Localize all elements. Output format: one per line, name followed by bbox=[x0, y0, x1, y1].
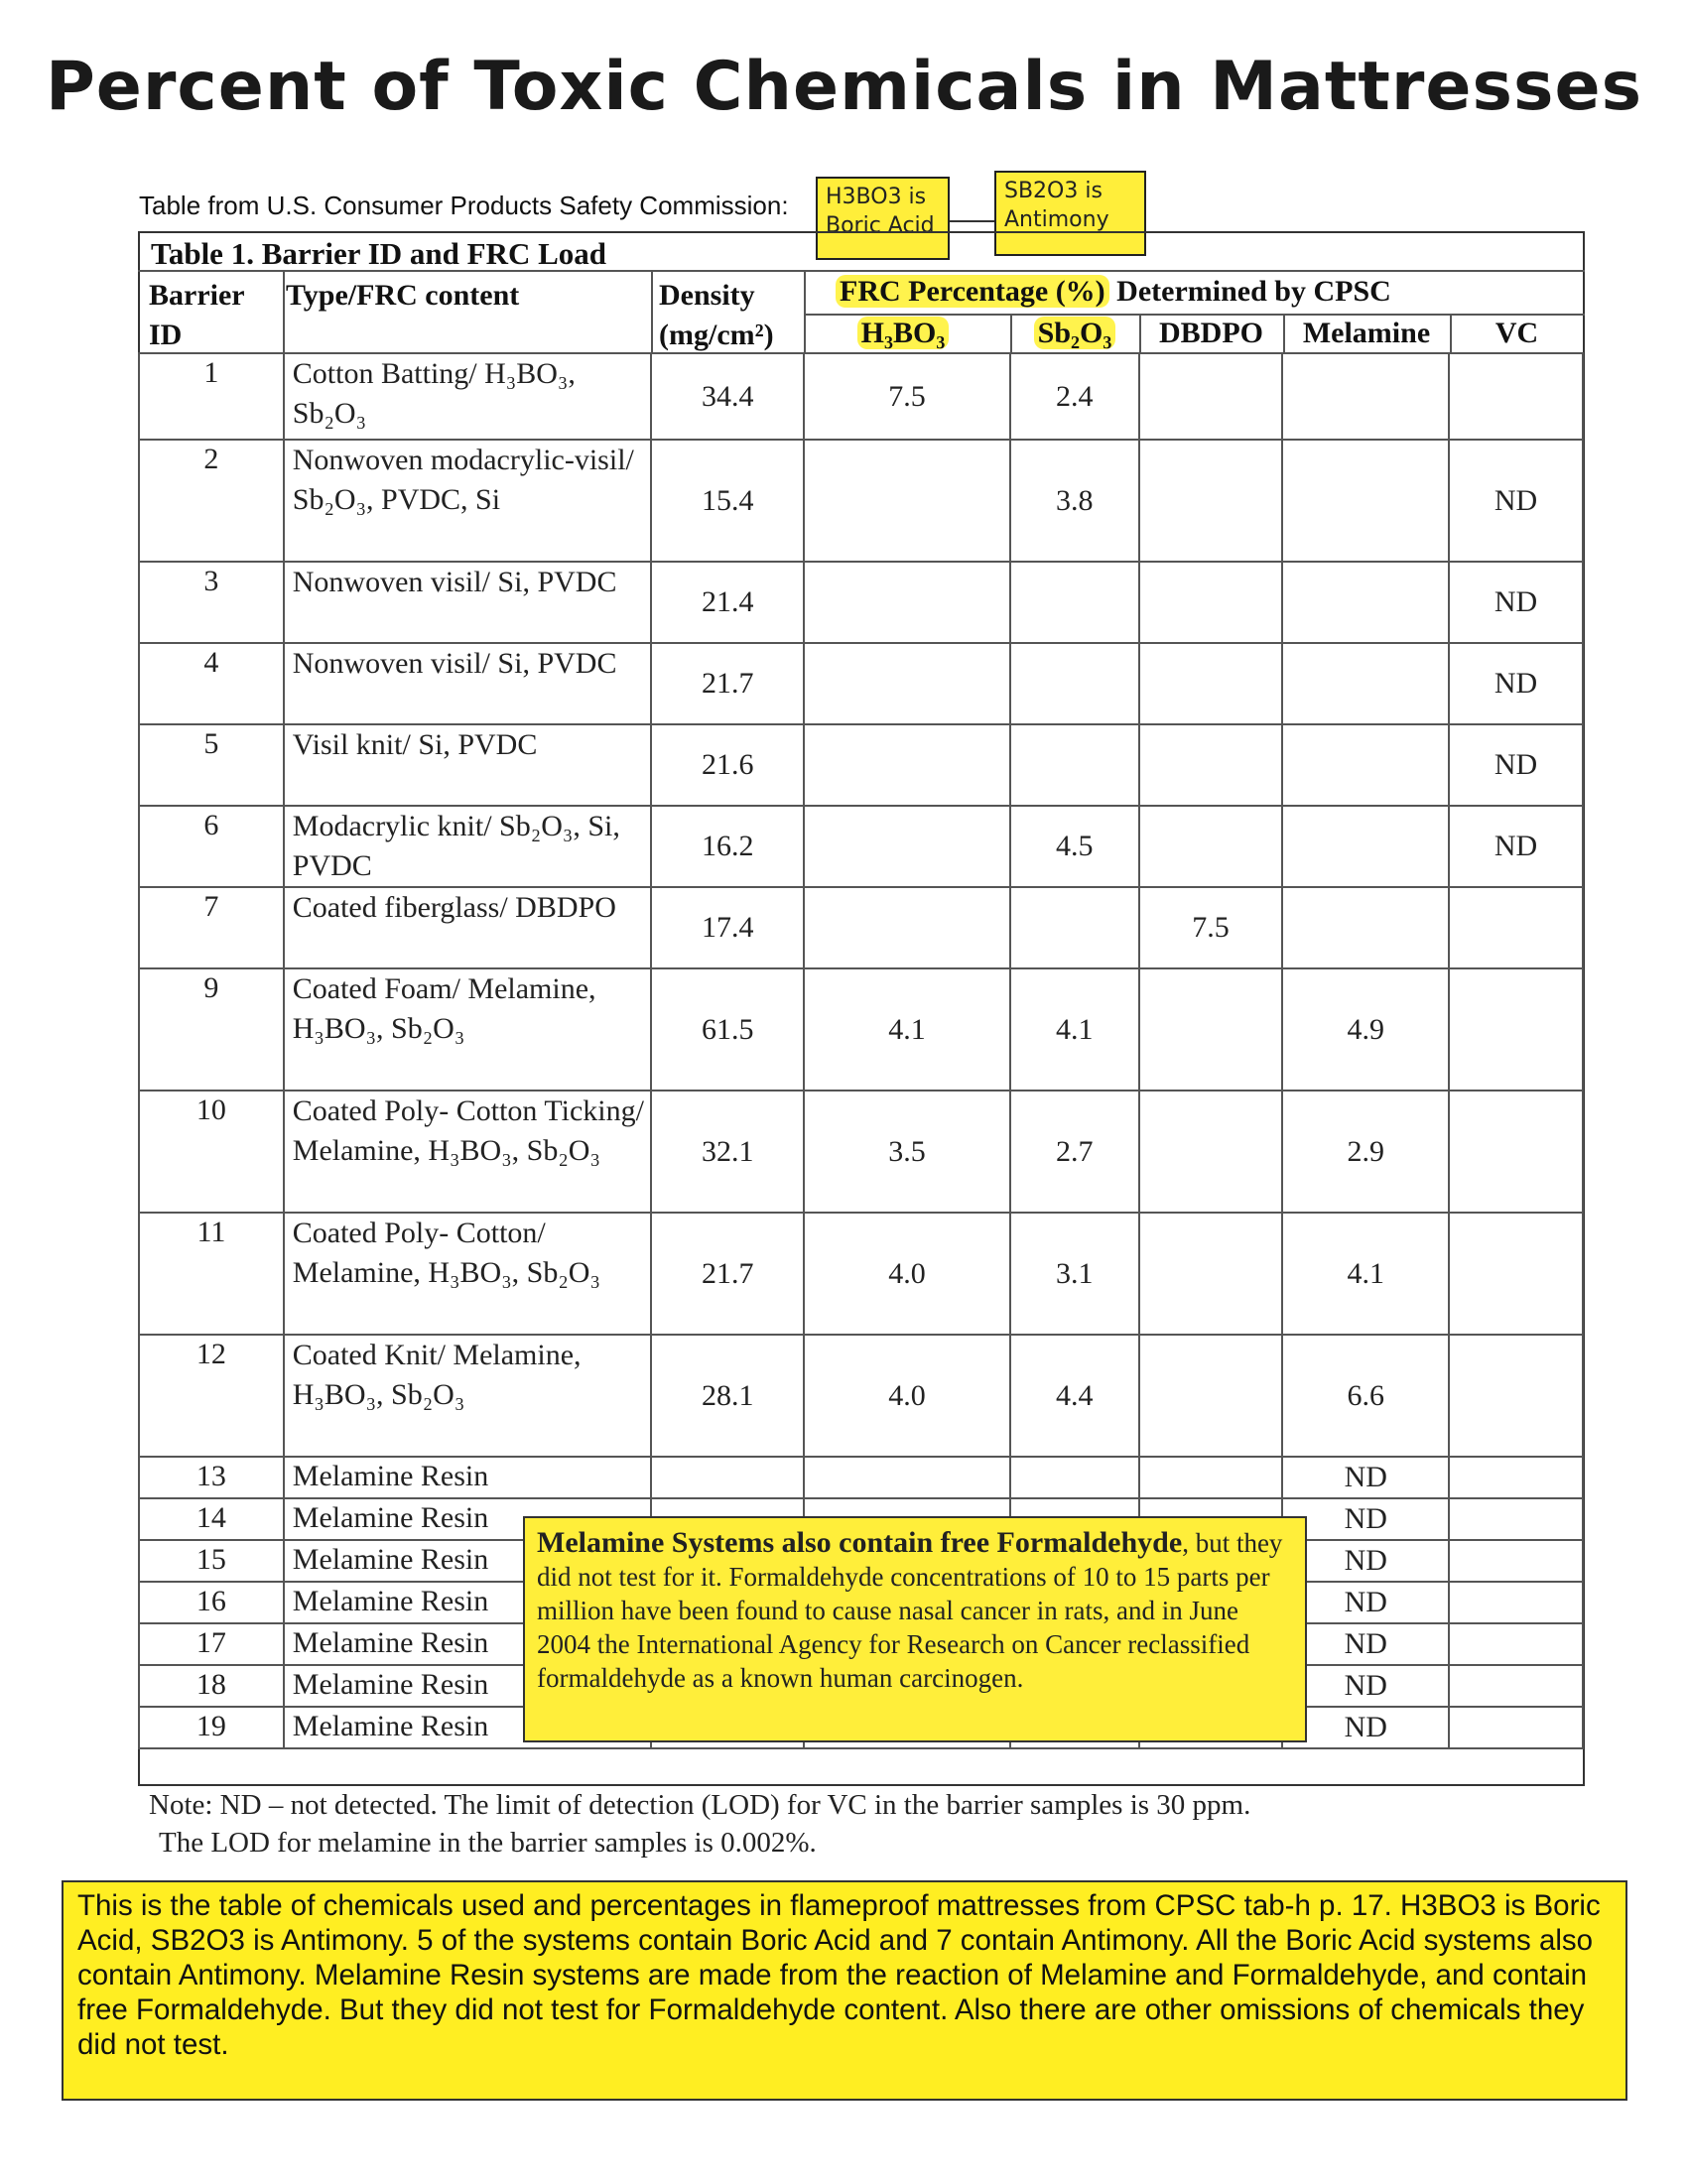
table-row bbox=[139, 806, 1583, 887]
cell-id: 14 bbox=[139, 1498, 284, 1540]
cell-density: 17.4 bbox=[651, 887, 804, 968]
cell-h3bo3 bbox=[804, 724, 1010, 806]
table-row bbox=[139, 968, 1583, 1091]
footnote-line-1: Note: ND – not detected. The limit of detection (LOD) for VC in the barrier samples is 30 ppm. bbox=[149, 1789, 1251, 1821]
table-row bbox=[139, 887, 1583, 968]
cell-id: 18 bbox=[139, 1665, 284, 1707]
source-caption: Table from U.S. Consumer Products Safety Commission: bbox=[139, 191, 789, 220]
cell-vc bbox=[1449, 1582, 1583, 1623]
cell-id: 15 bbox=[139, 1540, 284, 1582]
cell-h3bo3 bbox=[804, 440, 1010, 562]
cell-type: Melamine Resin bbox=[284, 1498, 652, 1540]
table-row bbox=[139, 1335, 1583, 1457]
cell-melamine: 4.9 bbox=[1282, 968, 1449, 1091]
cell-melamine bbox=[1282, 353, 1449, 440]
cell-dbdpo bbox=[1139, 1091, 1283, 1213]
cell-melamine bbox=[1282, 440, 1449, 562]
cell-melamine bbox=[1282, 887, 1449, 968]
cell-h3bo3 bbox=[804, 562, 1010, 643]
cell-h3bo3 bbox=[804, 1457, 1010, 1498]
cell-h3bo3: 4.0 bbox=[804, 1335, 1010, 1457]
header-barrier-id: Barrier ID bbox=[149, 279, 245, 351]
cell-vc bbox=[1449, 1335, 1583, 1457]
cell-id: 12 bbox=[139, 1335, 284, 1457]
cell-id: 5 bbox=[139, 724, 284, 806]
cell-density: 21.7 bbox=[651, 643, 804, 724]
cell-dbdpo bbox=[1139, 440, 1283, 562]
cell-vc bbox=[1449, 353, 1583, 440]
cell-type: Nonwoven visil/ Si, PVDC bbox=[284, 562, 652, 643]
cell-sb2o3 bbox=[1010, 643, 1139, 724]
cell-density: 15.4 bbox=[651, 440, 804, 562]
cell-density: 61.5 bbox=[651, 968, 804, 1091]
cell-type: Melamine Resin bbox=[284, 1457, 652, 1498]
formaldehyde-note bbox=[523, 1516, 1307, 1742]
cell-type: Melamine Resin bbox=[284, 1540, 652, 1582]
cell-sb2o3 bbox=[1010, 887, 1139, 968]
cell-sb2o3: 4.1 bbox=[1010, 968, 1139, 1091]
cell-h3bo3: 3.5 bbox=[804, 1091, 1010, 1213]
cell-dbdpo bbox=[1139, 353, 1283, 440]
cell-density: 34.4 bbox=[651, 353, 804, 440]
cell-vc: ND bbox=[1449, 643, 1583, 724]
cell-dbdpo: 7.5 bbox=[1139, 887, 1283, 968]
cell-melamine bbox=[1282, 643, 1449, 724]
cell-type: Coated Poly- Cotton/ Melamine, H₃BO₃, Sb₂O₃ bbox=[284, 1213, 652, 1335]
cell-id: 2 bbox=[139, 440, 284, 562]
cell-density: 16.2 bbox=[651, 806, 804, 887]
cell-vc bbox=[1449, 1213, 1583, 1335]
cell-sb2o3 bbox=[1010, 724, 1139, 806]
cell-dbdpo bbox=[1139, 1457, 1283, 1498]
cell-sb2o3: 4.4 bbox=[1010, 1335, 1139, 1457]
cell-type: Melamine Resin bbox=[284, 1665, 652, 1707]
cell-density bbox=[651, 1457, 804, 1498]
cell-id: 4 bbox=[139, 643, 284, 724]
cell-id: 17 bbox=[139, 1623, 284, 1665]
table-row bbox=[139, 1091, 1583, 1213]
cell-vc bbox=[1449, 887, 1583, 968]
cell-vc bbox=[1449, 1707, 1583, 1748]
cell-type: Visil knit/ Si, PVDC bbox=[284, 724, 652, 806]
cell-melamine: ND bbox=[1282, 1457, 1449, 1498]
cell-melamine: ND bbox=[1282, 1540, 1449, 1582]
table-title: Table 1. Barrier ID and FRC Load bbox=[151, 236, 607, 271]
cell-type: Melamine Resin bbox=[284, 1623, 652, 1665]
formaldehyde-note-text: , but they did not test for it. Formaldehyde concentrations of 10 to 15 parts per million have been found to cause nasal cancer in rats, and in June 2004 the International Agency for Research on Cancer reclassified formaldehyde as a known human carcinogen. bbox=[537, 1528, 1283, 1693]
cell-h3bo3 bbox=[804, 887, 1010, 968]
header-grid-line bbox=[651, 272, 653, 353]
cell-vc bbox=[1449, 1540, 1583, 1582]
header-density: Density (mg/cm²) bbox=[659, 279, 774, 351]
frc-percentage-highlight: FRC Percentage (%) bbox=[836, 275, 1109, 308]
cell-vc bbox=[1449, 1091, 1583, 1213]
cell-sb2o3: 3.8 bbox=[1010, 440, 1139, 562]
cell-melamine: ND bbox=[1282, 1623, 1449, 1665]
cell-type: Nonwoven modacrylic-visil/ Sb₂O₃, PVDC, Si bbox=[284, 440, 652, 562]
cell-vc: ND bbox=[1449, 440, 1583, 562]
cell-dbdpo bbox=[1139, 806, 1283, 887]
cell-type: Modacrylic knit/ Sb₂O₃, Si, PVDC bbox=[284, 806, 652, 887]
cell-id: 6 bbox=[139, 806, 284, 887]
cell-h3bo3: 4.1 bbox=[804, 968, 1010, 1091]
cell-id: 3 bbox=[139, 562, 284, 643]
cell-sb2o3: 2.7 bbox=[1010, 1091, 1139, 1213]
cell-melamine: ND bbox=[1282, 1665, 1449, 1707]
cell-dbdpo bbox=[1139, 643, 1283, 724]
header-type: Type/FRC content bbox=[286, 279, 520, 312]
cell-dbdpo bbox=[1139, 1213, 1283, 1335]
cell-type: Coated Knit/ Melamine, H₃BO₃, Sb₂O₃ bbox=[284, 1335, 652, 1457]
header-melamine: Melamine bbox=[1302, 317, 1431, 349]
cell-vc: ND bbox=[1449, 806, 1583, 887]
cell-type: Coated Foam/ Melamine, H₃BO₃, Sb₂O₃ bbox=[284, 968, 652, 1091]
table-row bbox=[139, 562, 1583, 643]
cell-dbdpo bbox=[1139, 724, 1283, 806]
header-grid-line bbox=[1010, 314, 1012, 353]
cell-type: Melamine Resin bbox=[284, 1582, 652, 1623]
cell-melamine: 4.1 bbox=[1282, 1213, 1449, 1335]
cell-density: 21.6 bbox=[651, 724, 804, 806]
header-vc: VC bbox=[1494, 317, 1539, 349]
cell-melamine bbox=[1282, 806, 1449, 887]
cell-vc bbox=[1449, 1498, 1583, 1540]
cell-sb2o3: 3.1 bbox=[1010, 1213, 1139, 1335]
cell-vc bbox=[1449, 1457, 1583, 1498]
cell-id: 19 bbox=[139, 1707, 284, 1748]
header-h3bo3: H₃BO₃ bbox=[804, 314, 1002, 353]
cell-type: Nonwoven visil/ Si, PVDC bbox=[284, 643, 652, 724]
table-row bbox=[139, 643, 1583, 724]
header-grid-line bbox=[283, 272, 285, 353]
header-frc-group: FRC Percentage (%) Determined by CPSC bbox=[836, 272, 1391, 312]
cell-h3bo3 bbox=[804, 806, 1010, 887]
cell-id: 10 bbox=[139, 1091, 284, 1213]
cell-dbdpo bbox=[1139, 562, 1283, 643]
header-grid-line bbox=[804, 272, 806, 353]
cell-melamine: 6.6 bbox=[1282, 1335, 1449, 1457]
formaldehyde-note-heading: Melamine Systems also contain free Formaldehyde bbox=[537, 1526, 1183, 1559]
cell-sb2o3: 4.5 bbox=[1010, 806, 1139, 887]
cell-density: 32.1 bbox=[651, 1091, 804, 1213]
cell-type: Coated fiberglass/ DBDPO bbox=[284, 887, 652, 968]
table-row bbox=[139, 353, 1583, 440]
cell-melamine: ND bbox=[1282, 1498, 1449, 1540]
cell-id: 11 bbox=[139, 1213, 284, 1335]
cell-dbdpo bbox=[1139, 1335, 1283, 1457]
cell-h3bo3 bbox=[804, 643, 1010, 724]
cell-melamine bbox=[1282, 724, 1449, 806]
table-row bbox=[139, 1213, 1583, 1335]
cell-id: 16 bbox=[139, 1582, 284, 1623]
cell-dbdpo bbox=[1139, 968, 1283, 1091]
cell-sb2o3 bbox=[1010, 562, 1139, 643]
cell-melamine: 2.9 bbox=[1282, 1091, 1449, 1213]
page-title: Percent of Toxic Chemicals in Mattresses bbox=[45, 48, 1643, 126]
summary-box bbox=[62, 1880, 1627, 2101]
header-grid-line bbox=[804, 314, 1585, 316]
cell-density: 21.7 bbox=[651, 1213, 804, 1335]
cell-melamine: ND bbox=[1282, 1582, 1449, 1623]
cell-id: 9 bbox=[139, 968, 284, 1091]
cell-h3bo3: 7.5 bbox=[804, 353, 1010, 440]
cell-sb2o3 bbox=[1010, 1457, 1139, 1498]
cell-type: Cotton Batting/ H₃BO₃, Sb₂O₃ bbox=[284, 353, 652, 440]
table-row bbox=[139, 724, 1583, 806]
cell-vc: ND bbox=[1449, 562, 1583, 643]
antimony-callout-text: SB2O3 is Antimony bbox=[1004, 179, 1109, 232]
cell-sb2o3: 2.4 bbox=[1010, 353, 1139, 440]
table-row bbox=[139, 440, 1583, 562]
cell-vc bbox=[1449, 1665, 1583, 1707]
cell-type: Coated Poly- Cotton Ticking/ Melamine, H₃BO₃, Sb₂O₃ bbox=[284, 1091, 652, 1213]
cell-h3bo3: 4.0 bbox=[804, 1213, 1010, 1335]
header-grid-line bbox=[1139, 314, 1141, 353]
cell-type: Melamine Resin bbox=[284, 1707, 652, 1748]
summary-text: This is the table of chemicals used and percentages in flameproof mattresses from CPSC tab-h p. 17. H3BO3 is Boric Acid, SB2O3 is Antimony. 5 of the systems contain Boric Acid and 7 contain Antimony. All the Boric Acid systems also contain Antimony. Melamine Resin systems are made from the reaction of Melamine and Formaldehyde, and contain free Formaldehyde. But they did not test for Formaldehyde content. Also there are other omissions of chemicals they did not test. bbox=[77, 1889, 1601, 2061]
cell-melamine: ND bbox=[1282, 1707, 1449, 1748]
callout-connector bbox=[950, 220, 994, 222]
header-grid-line bbox=[1283, 314, 1285, 353]
footnote-line-2: The LOD for melamine in the barrier samples is 0.002%. bbox=[159, 1827, 817, 1859]
header-grid-line bbox=[1450, 314, 1452, 353]
cell-id: 7 bbox=[139, 887, 284, 968]
cell-vc bbox=[1449, 968, 1583, 1091]
table-row bbox=[139, 1457, 1583, 1498]
header-dbdpo: DBDPO bbox=[1159, 317, 1263, 349]
cell-melamine bbox=[1282, 562, 1449, 643]
cell-id: 1 bbox=[139, 353, 284, 440]
cell-id: 13 bbox=[139, 1457, 284, 1498]
cell-density: 28.1 bbox=[651, 1335, 804, 1457]
cell-vc bbox=[1449, 1623, 1583, 1665]
cell-density: 21.4 bbox=[651, 562, 804, 643]
cell-vc: ND bbox=[1449, 724, 1583, 806]
boric-acid-callout-text: H3BO3 is Boric Acid bbox=[826, 185, 935, 238]
header-sb2o3: Sb₂O₃ bbox=[1010, 314, 1139, 353]
